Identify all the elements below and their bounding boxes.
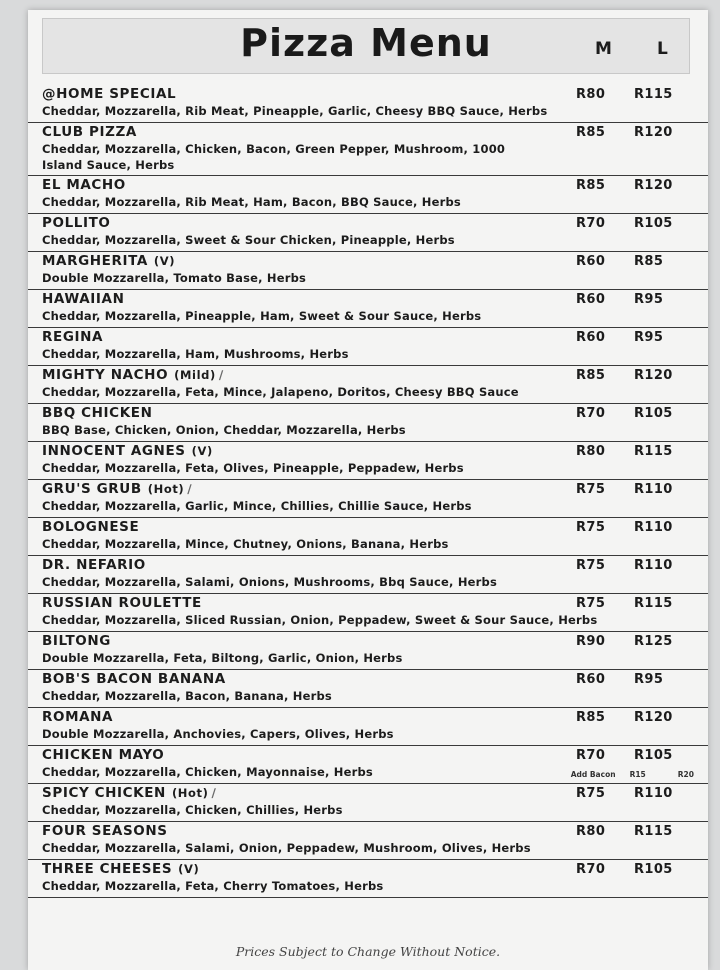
price-medium: R60 bbox=[576, 330, 606, 345]
menu-item bbox=[28, 85, 708, 123]
item-name: EL MACHO bbox=[42, 177, 126, 193]
price-medium: R80 bbox=[576, 824, 606, 839]
item-description: Cheddar, Mozzarella, Bacon, Banana, Herbs bbox=[42, 689, 332, 703]
item-name: MARGHERITA bbox=[42, 253, 148, 269]
price-large: R110 bbox=[634, 482, 673, 497]
menu-page bbox=[28, 10, 708, 970]
item-tag: (V) bbox=[153, 254, 176, 268]
price-medium: R70 bbox=[576, 406, 606, 421]
menu-item bbox=[28, 632, 708, 670]
menu-item bbox=[28, 518, 708, 556]
item-name: BILTONG bbox=[42, 633, 111, 649]
menu-item bbox=[28, 556, 708, 594]
price-large: R105 bbox=[634, 406, 673, 421]
add-bacon-price-medium: R15 bbox=[629, 770, 646, 779]
menu-item bbox=[28, 860, 708, 898]
price-medium: R80 bbox=[576, 444, 606, 459]
item-name: CHICKEN MAYO bbox=[42, 747, 165, 763]
item-description: Cheddar, Mozzarella, Chicken, Bacon, Green Pepper, Mushroom, 1000 Island Sauce, Herbs bbox=[42, 142, 506, 172]
item-description: Cheddar, Mozzarella, Chicken, Chillies, Herbs bbox=[42, 803, 343, 817]
size-medium-label: M bbox=[595, 39, 612, 59]
size-large-label: L bbox=[657, 39, 668, 59]
add-bacon-note bbox=[571, 770, 694, 779]
footer-note: Prices Subject to Change Without Notice. bbox=[235, 944, 501, 959]
item-name: REGINA bbox=[42, 329, 104, 345]
price-large: R115 bbox=[634, 444, 673, 459]
menu-item bbox=[28, 328, 708, 366]
item-name: INNOCENT AGNES bbox=[42, 443, 186, 459]
price-medium: R90 bbox=[576, 634, 606, 649]
price-large: R95 bbox=[634, 672, 664, 687]
menu-item bbox=[28, 290, 708, 328]
price-medium: R75 bbox=[576, 786, 606, 801]
menu-item bbox=[28, 822, 708, 860]
price-large: R95 bbox=[634, 292, 664, 307]
item-tag: (V) bbox=[191, 444, 213, 458]
price-medium: R85 bbox=[576, 178, 606, 193]
item-name: DR. NEFARIO bbox=[42, 557, 146, 573]
price-large: R110 bbox=[634, 558, 673, 573]
chilli-pepper-icon: ∕ bbox=[187, 482, 193, 496]
item-tag: (Hot) bbox=[147, 482, 185, 496]
price-large: R85 bbox=[634, 254, 664, 269]
price-large: R120 bbox=[634, 368, 673, 383]
menu-item bbox=[28, 404, 708, 442]
price-medium: R70 bbox=[576, 748, 606, 763]
price-medium: R60 bbox=[576, 672, 606, 687]
item-description: Double Mozzarella, Tomato Base, Herbs bbox=[42, 271, 307, 285]
item-name: BOLOGNESE bbox=[42, 519, 140, 535]
item-description: Cheddar, Mozzarella, Feta, Mince, Jalapeno, Doritos, Cheesy BBQ Sauce bbox=[42, 385, 519, 399]
price-large: R115 bbox=[634, 87, 673, 102]
menu-item bbox=[28, 746, 708, 784]
price-large: R125 bbox=[634, 634, 673, 649]
item-description: Cheddar, Mozzarella, Salami, Onion, Peppadew, Mushroom, Olives, Herbs bbox=[42, 841, 531, 855]
item-name: ROMANA bbox=[42, 709, 114, 725]
page-title: Pizza Menu bbox=[240, 21, 492, 65]
price-large: R115 bbox=[634, 596, 673, 611]
item-name: BOB'S BACON BANANA bbox=[42, 671, 226, 687]
item-description: Cheddar, Mozzarella, Salami, Onions, Mushrooms, Bbq Sauce, Herbs bbox=[42, 575, 497, 589]
price-large: R120 bbox=[634, 125, 673, 140]
menu-item bbox=[28, 123, 708, 176]
price-large: R95 bbox=[634, 330, 664, 345]
price-medium: R75 bbox=[576, 520, 606, 535]
price-medium: R70 bbox=[576, 862, 606, 877]
item-name: BBQ CHICKEN bbox=[42, 405, 153, 421]
item-name: GRU'S GRUB bbox=[42, 481, 142, 497]
menu-item bbox=[28, 594, 708, 632]
price-medium: R85 bbox=[576, 368, 606, 383]
price-large: R105 bbox=[634, 862, 673, 877]
item-name: RUSSIAN ROULETTE bbox=[42, 595, 202, 611]
item-description: Cheddar, Mozzarella, Pineapple, Ham, Sweet & Sour Sauce, Herbs bbox=[42, 309, 482, 323]
price-large: R120 bbox=[634, 178, 673, 193]
menu-item bbox=[28, 670, 708, 708]
add-bacon-price-large: R20 bbox=[677, 770, 694, 779]
price-medium: R85 bbox=[576, 710, 606, 725]
menu-item bbox=[28, 480, 708, 518]
price-medium: R60 bbox=[576, 292, 606, 307]
item-description: Double Mozzarella, Anchovies, Capers, Olives, Herbs bbox=[42, 727, 394, 741]
price-medium: R60 bbox=[576, 254, 606, 269]
item-description: Cheddar, Mozzarella, Sliced Russian, Onion, Peppadew, Sweet & Sour Sauce, Herbs bbox=[42, 613, 598, 627]
add-bacon-label: Add Bacon bbox=[570, 770, 616, 779]
price-medium: R75 bbox=[576, 596, 606, 611]
item-tag: (Mild) bbox=[174, 368, 216, 382]
price-medium: R70 bbox=[576, 216, 606, 231]
item-description: Cheddar, Mozzarella, Garlic, Mince, Chillies, Chillie Sauce, Herbs bbox=[42, 499, 472, 513]
item-name: MIGHTY NACHO bbox=[42, 367, 169, 383]
menu-item bbox=[28, 366, 708, 404]
item-description: Cheddar, Mozzarella, Sweet & Sour Chicken, Pineapple, Herbs bbox=[42, 233, 455, 247]
price-large: R105 bbox=[634, 216, 673, 231]
item-description: Cheddar, Mozzarella, Ham, Mushrooms, Herbs bbox=[42, 347, 349, 361]
item-name: HAWAIIAN bbox=[42, 291, 125, 307]
menu-item bbox=[28, 442, 708, 480]
price-large: R110 bbox=[634, 786, 673, 801]
item-name: FOUR SEASONS bbox=[42, 823, 168, 839]
item-tag: (V) bbox=[178, 862, 200, 876]
item-name: @HOME SPECIAL bbox=[42, 86, 177, 102]
menu-list bbox=[28, 85, 708, 898]
item-description: Cheddar, Mozzarella, Feta, Cherry Tomatoes, Herbs bbox=[42, 879, 384, 893]
item-description: Double Mozzarella, Feta, Biltong, Garlic, Onion, Herbs bbox=[42, 651, 403, 665]
menu-header bbox=[42, 18, 690, 74]
price-medium: R75 bbox=[576, 482, 606, 497]
menu-item bbox=[28, 784, 708, 822]
item-name: POLLITO bbox=[42, 215, 111, 231]
item-name: CLUB PIZZA bbox=[42, 124, 137, 140]
item-description: Cheddar, Mozzarella, Rib Meat, Pineapple, Garlic, Cheesy BBQ Sauce, Herbs bbox=[42, 104, 548, 118]
menu-item bbox=[28, 176, 708, 214]
price-large: R115 bbox=[634, 824, 673, 839]
item-description: Cheddar, Mozzarella, Mince, Chutney, Onions, Banana, Herbs bbox=[42, 537, 449, 551]
menu-item bbox=[28, 214, 708, 252]
price-large: R120 bbox=[634, 710, 673, 725]
item-tag: (Hot) bbox=[171, 786, 209, 800]
price-medium: R75 bbox=[576, 558, 606, 573]
price-large: R105 bbox=[634, 748, 673, 763]
price-medium: R85 bbox=[576, 125, 606, 140]
menu-item bbox=[28, 708, 708, 746]
chilli-pepper-icon: ∕ bbox=[211, 786, 217, 800]
item-description: BBQ Base, Chicken, Onion, Cheddar, Mozzarella, Herbs bbox=[42, 423, 406, 437]
item-name: SPICY CHICKEN bbox=[42, 785, 166, 801]
item-description: Cheddar, Mozzarella, Rib Meat, Ham, Bacon, BBQ Sauce, Herbs bbox=[42, 195, 461, 209]
price-large: R110 bbox=[634, 520, 673, 535]
menu-item bbox=[28, 252, 708, 290]
chilli-pepper-icon: ∕ bbox=[218, 368, 224, 382]
item-name: THREE CHEESES bbox=[42, 861, 173, 877]
price-medium: R80 bbox=[576, 87, 606, 102]
item-description: Cheddar, Mozzarella, Chicken, Mayonnaise, Herbs bbox=[42, 765, 373, 779]
item-description: Cheddar, Mozzarella, Feta, Olives, Pineapple, Peppadew, Herbs bbox=[42, 461, 464, 475]
